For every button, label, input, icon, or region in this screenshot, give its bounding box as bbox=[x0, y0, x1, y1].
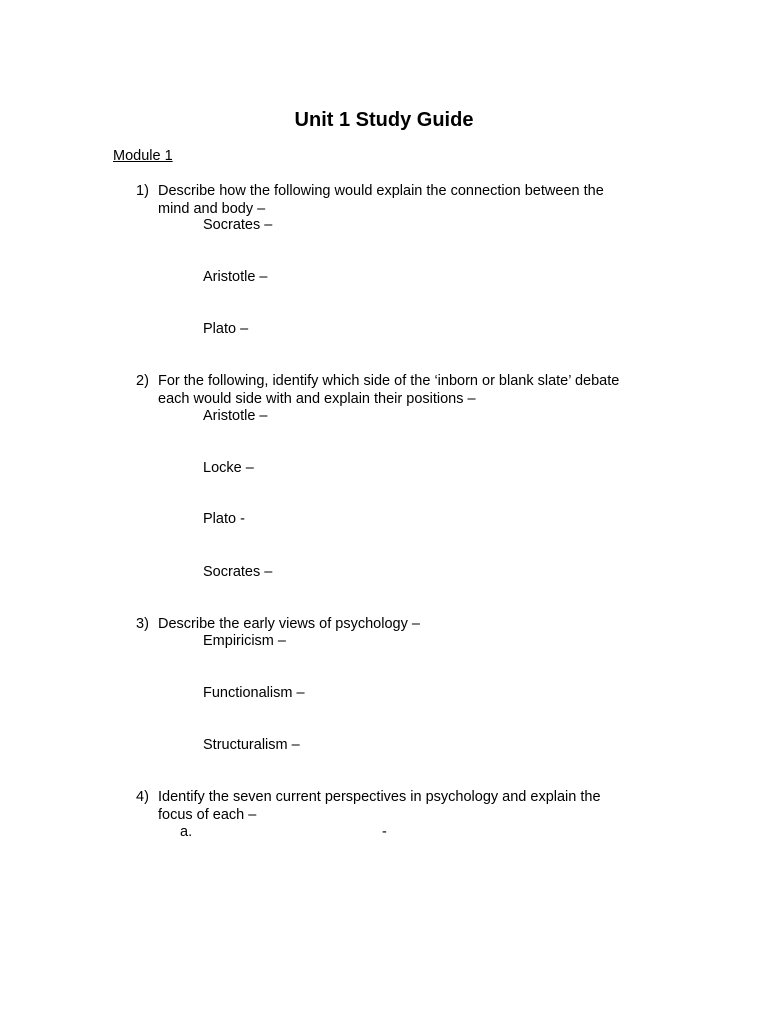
answer-item: Plato - bbox=[203, 511, 245, 527]
question-4 bbox=[136, 789, 636, 824]
module-heading: Module 1 bbox=[113, 148, 173, 164]
question-text: Describe the early views of psychology – bbox=[158, 616, 420, 632]
answer-item: Aristotle – bbox=[203, 269, 268, 285]
question-2 bbox=[136, 373, 636, 408]
list-dash: - bbox=[382, 824, 387, 840]
answer-item: Plato – bbox=[203, 321, 249, 337]
answer-item: Aristotle – bbox=[203, 408, 268, 424]
page-title: Unit 1 Study Guide bbox=[294, 109, 474, 131]
answer-item: Socrates – bbox=[203, 217, 273, 233]
question-text: Describe how the following would explain the connection between the mind and body – bbox=[158, 183, 604, 217]
question-number: 4) bbox=[136, 789, 149, 805]
answer-item: Socrates – bbox=[203, 564, 273, 580]
question-text: Identify the seven current perspectives in psychology and explain the focus of each – bbox=[158, 789, 601, 823]
question-number: 3) bbox=[136, 616, 149, 632]
answer-item: Locke – bbox=[203, 460, 254, 476]
answer-item: Functionalism – bbox=[203, 685, 305, 701]
question-1 bbox=[136, 183, 636, 218]
answer-item: Structuralism – bbox=[203, 737, 300, 753]
question-text: For the following, identify which side of the ‘inborn or blank slate’ debate each would side with and explain their positions – bbox=[158, 373, 620, 407]
question-number: 1) bbox=[136, 183, 149, 199]
answer-item: Empiricism – bbox=[203, 633, 286, 649]
list-marker: a. bbox=[180, 824, 193, 840]
question-number: 2) bbox=[136, 373, 149, 389]
question-3 bbox=[136, 616, 636, 634]
